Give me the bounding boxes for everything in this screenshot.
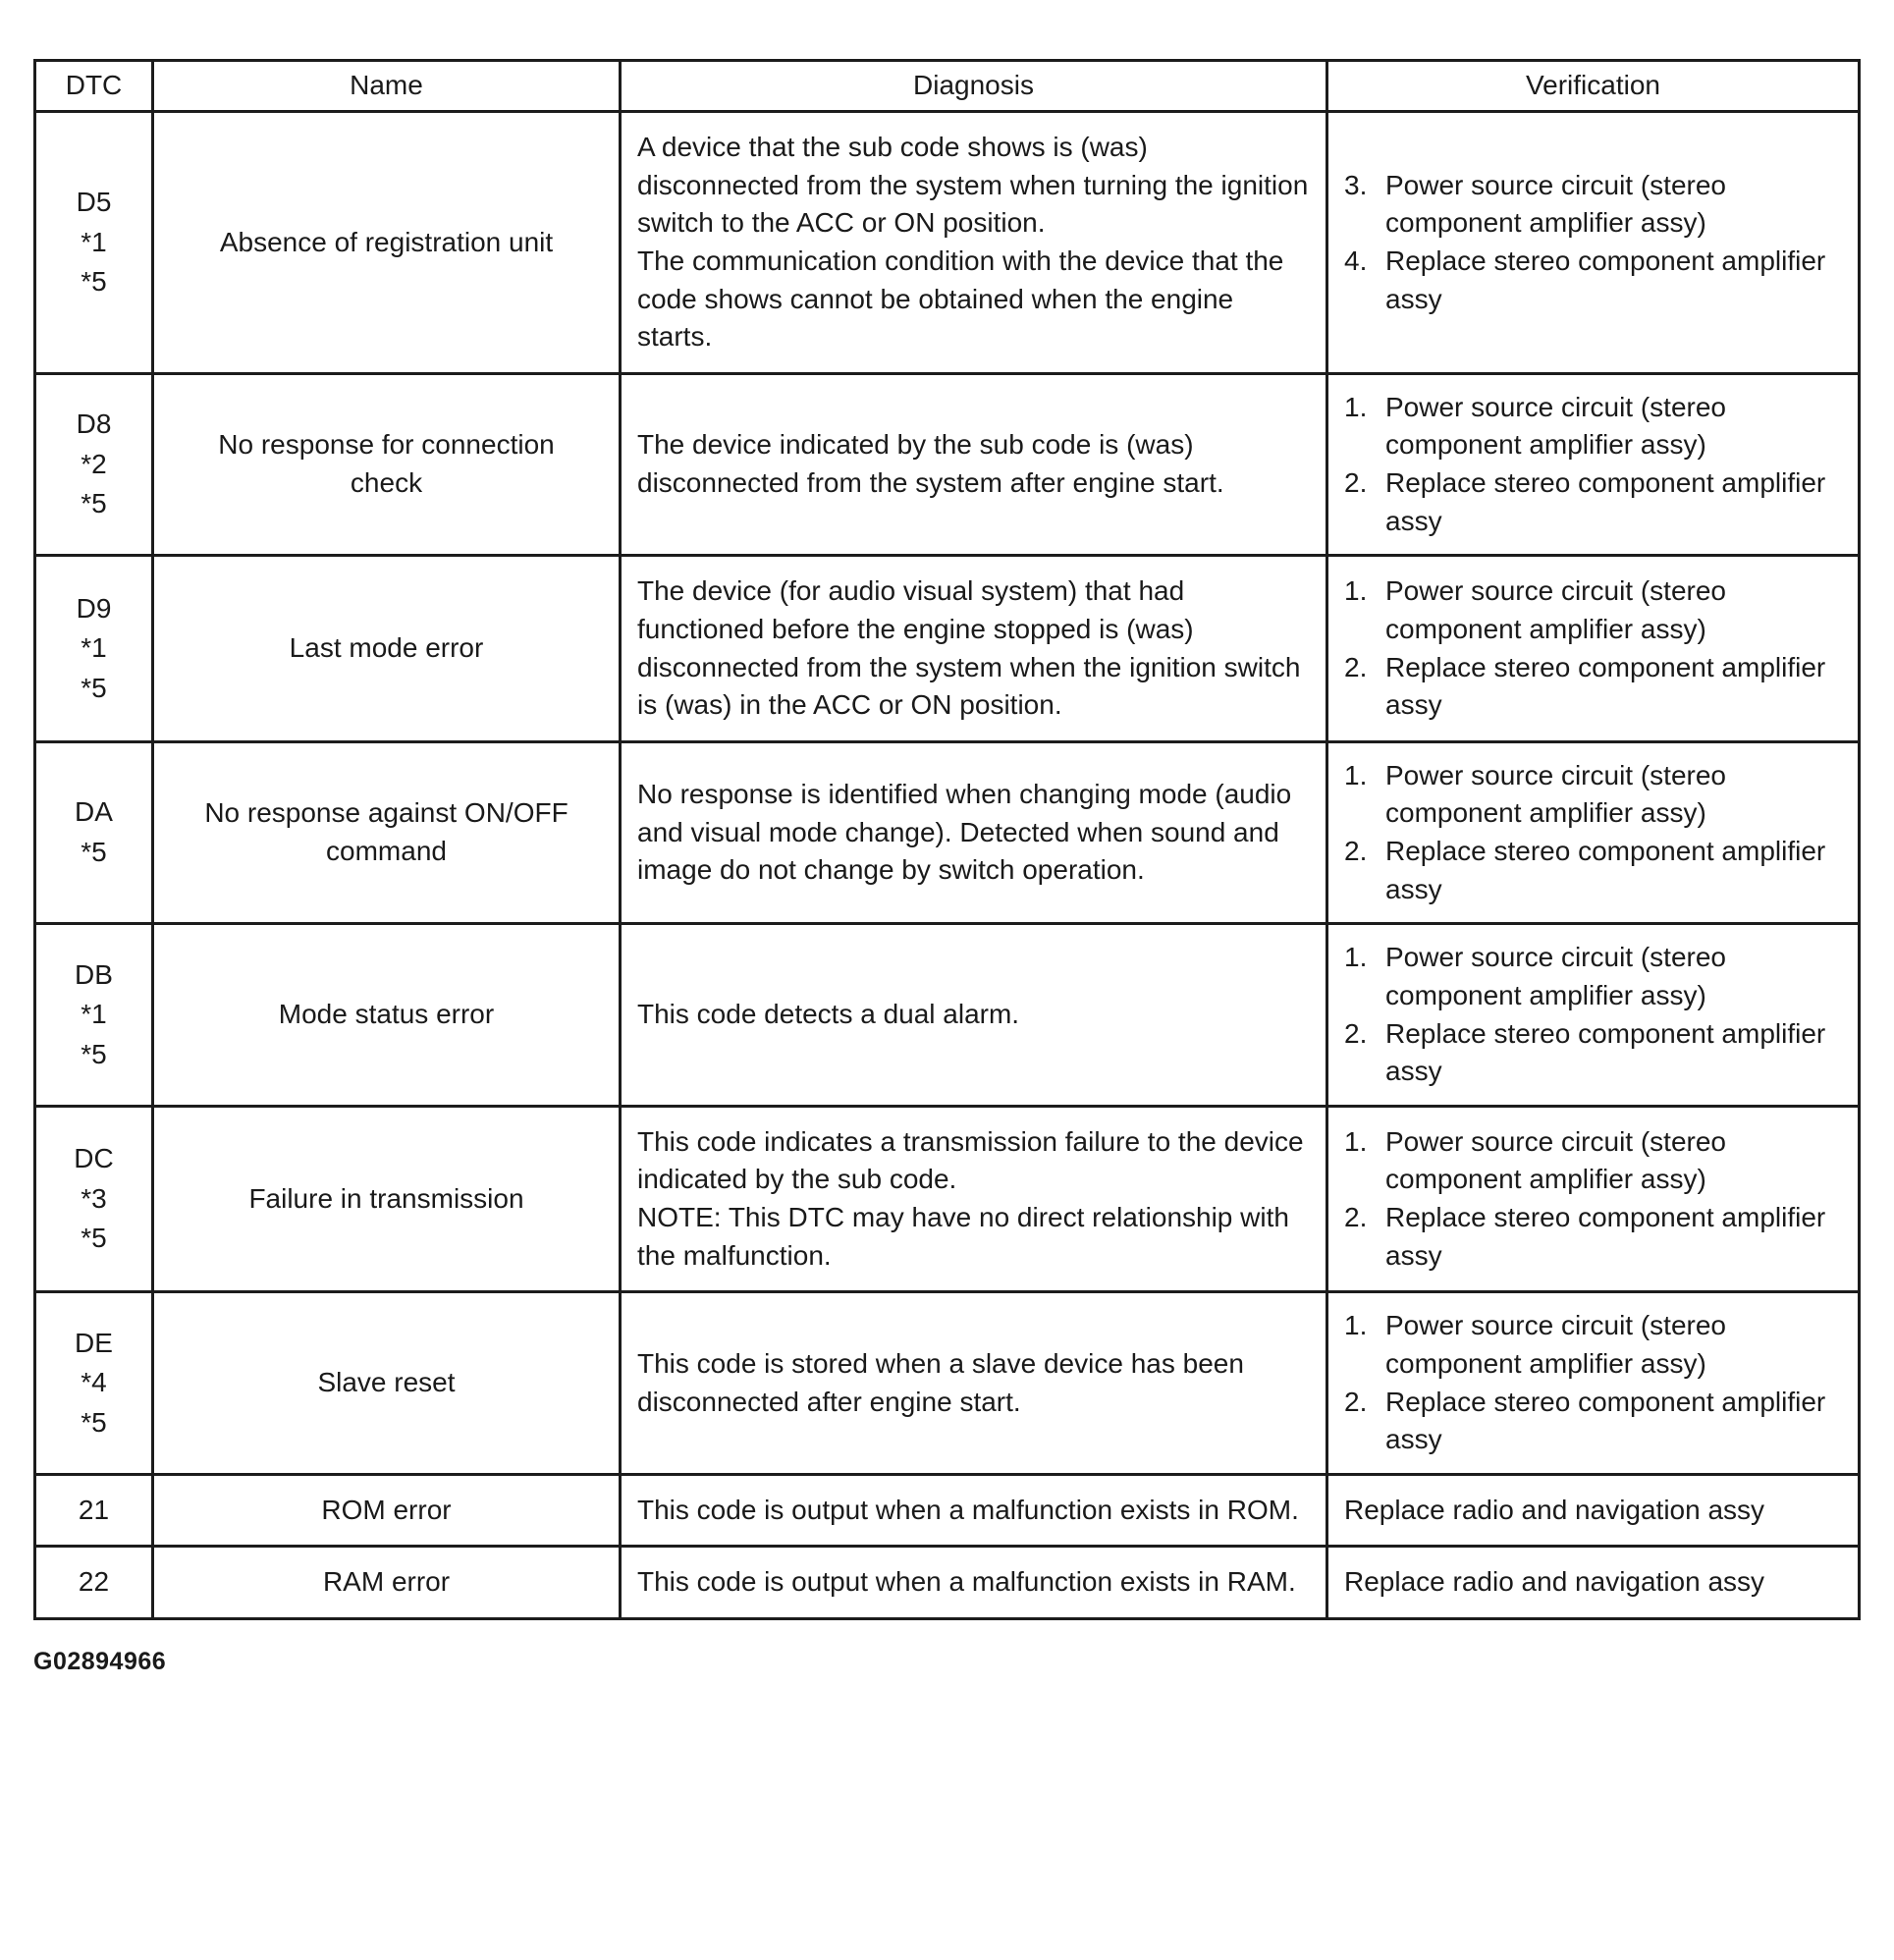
table-row (35, 112, 1860, 374)
verification-item (1340, 1307, 1846, 1383)
dtc-name-cell: RAM error (153, 1547, 621, 1619)
dtc-name-cell: ROM error (153, 1474, 621, 1547)
verification-item-number: 1. (1344, 759, 1368, 790)
dtc-code-line: *5 (81, 266, 107, 298)
verification-cell (1327, 112, 1860, 374)
dtc-code-line: D9 (76, 592, 112, 624)
verification-item (1340, 939, 1846, 1014)
verification-text: Replace radio and navigation assy (1344, 1566, 1765, 1598)
diagnosis-paragraph: The communication condition with the device that the code shows cannot be obtained when the engine starts. (637, 245, 1284, 353)
dtc-code-cell (35, 1292, 153, 1475)
dtc-code-line: *5 (81, 488, 107, 519)
dtc-code-line: *2 (81, 448, 107, 479)
diagnosis-paragraph: No response is identified when changing mode (audio and visual mode change). Detected when sound and image do not change by switch operation. (637, 779, 1292, 886)
dtc-name-cell: Failure in transmission (153, 1106, 621, 1292)
dtc-name-cell: No response against ON/OFF command (153, 741, 621, 924)
dtc-code-cell (35, 1547, 153, 1619)
verification-item-text: Replace stereo component amplifier assy (1385, 1386, 1826, 1455)
header-name: Name (153, 61, 621, 112)
diagnosis-cell (621, 1547, 1327, 1619)
dtc-table-header (35, 61, 1860, 112)
verification-item-number: 2. (1344, 1386, 1368, 1417)
dtc-code-line: *1 (81, 632, 107, 664)
dtc-code-line: DC (74, 1143, 114, 1174)
diagnosis-cell (621, 1292, 1327, 1475)
diagnosis-cell (621, 1474, 1327, 1547)
verification-item (1340, 572, 1846, 648)
dtc-name-cell: Slave reset (153, 1292, 621, 1475)
table-row (35, 1106, 1860, 1292)
verification-item-text: Replace stereo component amplifier assy (1385, 1017, 1826, 1087)
diagnosis-cell (621, 741, 1327, 924)
table-row (35, 556, 1860, 742)
verification-item (1340, 833, 1846, 908)
figure-code: G02894966 (33, 1648, 167, 1675)
diagnosis-paragraph: This code is output when a malfunction exists in ROM. (637, 1494, 1299, 1525)
dtc-code-line: DA (75, 796, 113, 828)
verification-item-number: 2. (1344, 836, 1368, 866)
dtc-code-cell (35, 924, 153, 1107)
verification-item-text: Replace stereo component amplifier assy (1385, 836, 1826, 904)
dtc-code-line: *1 (81, 226, 107, 257)
verification-item-text: Replace stereo component amplifier assy (1385, 1202, 1826, 1271)
verification-item-number: 4. (1344, 245, 1368, 276)
verification-text: Replace radio and navigation assy (1344, 1494, 1765, 1525)
verification-cell (1327, 924, 1860, 1107)
dtc-name-cell: No response for connection check (153, 373, 621, 556)
header-diagnosis: Diagnosis (621, 61, 1327, 112)
verification-item-number: 1. (1344, 575, 1368, 607)
verification-item-text: Power source circuit (stereo component amplifier assy) (1385, 759, 1727, 829)
dtc-code-line: D8 (76, 408, 112, 440)
verification-item-text: Replace stereo component amplifier assy (1385, 651, 1826, 721)
verification-item (1340, 167, 1846, 243)
dtc-code-cell (35, 741, 153, 924)
verification-item (1340, 649, 1846, 725)
dtc-table (33, 59, 1861, 1620)
dtc-name-cell: Last mode error (153, 556, 621, 742)
verification-item-number: 1. (1344, 942, 1368, 973)
dtc-table-body (35, 112, 1860, 1619)
verification-cell (1327, 556, 1860, 742)
verification-item-number: 2. (1344, 651, 1368, 682)
diagnosis-paragraph: The device (for audio visual system) that had functioned before the engine stopped is (was) disconnected from the system when the ignition switch is (was) in the ACC or ON position. (637, 575, 1301, 721)
dtc-code-line: *5 (81, 1038, 107, 1069)
dtc-code-cell (35, 112, 153, 374)
table-row (35, 741, 1860, 924)
header-row (35, 61, 1860, 112)
verification-item-text: Power source circuit (stereo component amplifier assy) (1385, 575, 1727, 644)
verification-item-text: Power source circuit (stereo component amplifier assy) (1385, 169, 1727, 239)
verification-item-number: 3. (1344, 169, 1368, 200)
dtc-code-line: 21 (78, 1494, 110, 1525)
diagnosis-paragraph: The device indicated by the sub code is (was) disconnected from the system after engine start. (637, 429, 1224, 498)
verification-item (1340, 464, 1846, 540)
header-dtc: DTC (35, 61, 153, 112)
diagnosis-paragraph: This code is stored when a slave device has been disconnected after engine start. (637, 1347, 1244, 1417)
verification-cell (1327, 373, 1860, 556)
dtc-code-cell (35, 373, 153, 556)
verification-cell (1327, 1292, 1860, 1475)
verification-item-text: Replace stereo component amplifier assy (1385, 467, 1826, 536)
diagnosis-cell (621, 373, 1327, 556)
verification-item-text: Power source circuit (stereo component amplifier assy) (1385, 1310, 1727, 1379)
verification-item-text: Power source circuit (stereo component amplifier assy) (1385, 391, 1727, 461)
verification-cell (1327, 1547, 1860, 1619)
dtc-name-cell: Mode status error (153, 924, 621, 1107)
dtc-code-cell (35, 1106, 153, 1292)
verification-item-number: 2. (1344, 1202, 1368, 1232)
verification-item-number: 2. (1344, 467, 1368, 498)
dtc-code-cell (35, 1474, 153, 1547)
dtc-code-line: D5 (76, 186, 112, 217)
table-row (35, 924, 1860, 1107)
table-row (35, 1547, 1860, 1619)
diagnosis-cell (621, 112, 1327, 374)
diagnosis-cell (621, 556, 1327, 742)
dtc-code-line: DB (75, 958, 113, 990)
verification-item-number: 1. (1344, 391, 1368, 422)
dtc-code-cell (35, 556, 153, 742)
verification-item-text: Replace stereo component amplifier assy (1385, 245, 1826, 314)
dtc-code-line: DE (75, 1327, 113, 1358)
verification-item-text: Power source circuit (stereo component amplifier assy) (1385, 942, 1727, 1010)
verification-item (1340, 1199, 1846, 1275)
dtc-code-line: *3 (81, 1182, 107, 1214)
verification-item (1340, 1015, 1846, 1091)
table-row (35, 373, 1860, 556)
diagnosis-paragraph: NOTE: This DTC may have no direct relationship with the malfunction. (637, 1202, 1289, 1271)
dtc-code-line: *5 (81, 837, 107, 867)
dtc-code-line: *5 (81, 672, 107, 703)
diagnosis-paragraph: This code indicates a transmission failure to the device indicated by the sub code. (637, 1125, 1304, 1195)
verification-item-number: 2. (1344, 1017, 1368, 1049)
verification-item (1340, 1123, 1846, 1199)
verification-cell (1327, 1474, 1860, 1547)
verification-cell (1327, 1106, 1860, 1292)
header-verification: Verification (1327, 61, 1860, 112)
verification-cell (1327, 741, 1860, 924)
dtc-code-line: *1 (81, 999, 107, 1030)
diagnosis-cell (621, 1106, 1327, 1292)
verification-item-number: 1. (1344, 1310, 1368, 1341)
verification-item-text: Power source circuit (stereo component amplifier assy) (1385, 1125, 1727, 1195)
dtc-code-line: *4 (81, 1367, 107, 1398)
table-row (35, 1292, 1860, 1475)
diagnosis-cell (621, 924, 1327, 1107)
dtc-name-cell: Absence of registration unit (153, 112, 621, 374)
verification-item (1340, 243, 1846, 318)
diagnosis-paragraph: This code is output when a malfunction exists in RAM. (637, 1566, 1296, 1598)
verification-item (1340, 389, 1846, 464)
dtc-code-line: *5 (81, 1223, 107, 1254)
verification-item-number: 1. (1344, 1125, 1368, 1157)
dtc-code-line: 22 (78, 1566, 110, 1598)
dtc-code-line: *5 (81, 1406, 107, 1438)
diagnosis-paragraph: This code detects a dual alarm. (637, 999, 1020, 1030)
diagnosis-paragraph: A device that the sub code shows is (was) disconnected from the system when turning the ignition switch to the ACC or ON position. (637, 132, 1309, 239)
table-row (35, 1474, 1860, 1547)
verification-item (1340, 757, 1846, 833)
verification-item (1340, 1384, 1846, 1459)
